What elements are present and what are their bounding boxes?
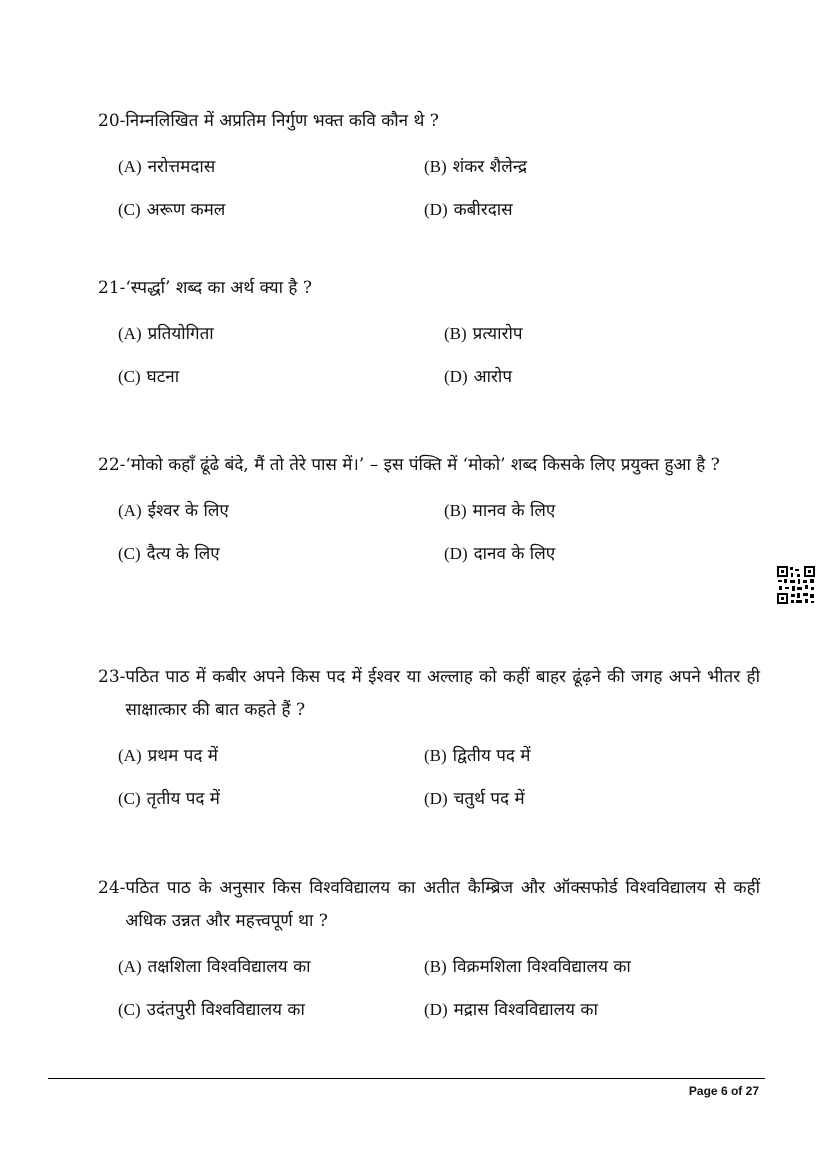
option-text: उदंतपुरी विश्वविद्यालय का	[146, 1000, 305, 1020]
page-number	[689, 1084, 759, 1098]
option-b	[444, 312, 523, 355]
page-current: 6	[720, 1084, 728, 1098]
question-text: पठित पाठ के अनुसार किस विश्वविद्यालय का अतीत कैम्ब्रिज और ऑक्सफोर्ड विश्वविद्यालय से कहीं अधिक उन्नत और महत्त्वपूर्ण था ?	[125, 878, 760, 931]
question-stem	[98, 872, 760, 938]
option-c	[118, 777, 424, 820]
question-text: ‘मोको कहाँ ढूंढे बंदे, मैं तो तेरे पास में।’ – इस पंक्ति में ‘मोको’ शब्द किसके लिए प्रयुक्त हुआ है ?	[125, 455, 720, 475]
option-text: मानव के लिए	[472, 501, 556, 521]
option-d	[444, 355, 512, 398]
question-stem	[98, 105, 760, 138]
option-a	[118, 145, 424, 188]
options	[118, 145, 760, 231]
option-label: (B)	[444, 501, 467, 520]
option-text: तृतीय पद में	[146, 789, 220, 809]
option-a	[118, 945, 424, 988]
option-text: अरूण कमल	[146, 200, 226, 220]
question-stem	[98, 661, 760, 727]
options	[118, 489, 760, 575]
options	[118, 734, 760, 820]
question-number: 22-	[98, 455, 126, 475]
option-text: दानव के लिए	[473, 544, 556, 564]
option-text: ईश्वर के लिए	[147, 501, 229, 521]
option-label: (D)	[444, 367, 468, 386]
page-word: Page	[688, 1084, 718, 1098]
option-label: (D)	[424, 789, 448, 808]
question-24	[98, 872, 760, 1031]
option-c	[118, 532, 444, 575]
option-text: प्रत्यारोप	[472, 324, 523, 344]
question-21	[98, 272, 760, 398]
option-b	[424, 945, 631, 988]
option-label: (C)	[118, 1000, 141, 1019]
option-text: प्रथम पद में	[147, 746, 218, 766]
option-a	[118, 489, 444, 532]
option-c	[118, 355, 444, 398]
option-text: द्वितीय पद में	[452, 746, 531, 766]
option-label: (C)	[118, 367, 141, 386]
option-label: (A)	[118, 957, 142, 976]
option-a	[118, 734, 424, 777]
option-text: प्रतियोगिता	[147, 324, 214, 344]
option-label: (C)	[118, 789, 141, 808]
option-text: चतुर्थ पद में	[453, 789, 525, 809]
question-number: 23-	[98, 667, 126, 687]
option-label: (B)	[424, 157, 447, 176]
question-text: निम्नलिखित में अप्रतिम निर्गुण भक्त कवि कौन थे ?	[125, 111, 439, 131]
page-of: of	[730, 1084, 743, 1098]
option-b	[424, 145, 527, 188]
question-text: ‘स्पर्द्धा’ शब्द का अर्थ क्या है ?	[125, 278, 312, 298]
option-label: (C)	[118, 544, 141, 563]
option-label: (D)	[424, 200, 448, 219]
question-number: 20-	[98, 111, 126, 131]
option-text: घटना	[146, 367, 180, 387]
option-text: आरोप	[473, 367, 512, 387]
option-text: विक्रमशिला विश्वविद्यालय का	[452, 957, 631, 977]
question-stem	[98, 272, 760, 305]
options	[118, 312, 760, 398]
option-label: (D)	[444, 544, 468, 563]
option-d	[424, 777, 525, 820]
option-text: तक्षशिला विश्वविद्यालय का	[147, 957, 311, 977]
page-total: 27	[745, 1084, 759, 1098]
options	[118, 945, 760, 1031]
option-d	[424, 988, 598, 1031]
question-number: 21-	[98, 278, 126, 298]
option-d	[444, 532, 555, 575]
option-text: दैत्य के लिए	[146, 544, 220, 564]
option-label: (C)	[118, 200, 141, 219]
option-label: (B)	[424, 957, 447, 976]
option-b	[444, 489, 555, 532]
question-number: 24-	[98, 878, 126, 898]
option-label: (A)	[118, 501, 142, 520]
option-text: शंकर शैलेन्द्र	[452, 157, 528, 177]
option-label: (A)	[118, 324, 142, 343]
option-c	[118, 188, 424, 231]
option-label: (B)	[424, 746, 447, 765]
question-text: पठित पाठ में कबीर अपने किस पद में ईश्वर या अल्लाह को कहीं बाहर ढूंढ़ने की जगह अपने भीतर ही साक्षात्कार की बात कहते हैं ?	[125, 667, 760, 720]
option-b	[424, 734, 530, 777]
option-d	[424, 188, 513, 231]
question-stem	[98, 449, 760, 482]
question-22	[98, 449, 760, 575]
qr-code-icon	[776, 565, 816, 605]
option-label: (D)	[424, 1000, 448, 1019]
option-text: मद्रास विश्वविद्यालय का	[453, 1000, 598, 1020]
option-text: कबीरदास	[453, 200, 513, 220]
question-20	[98, 105, 760, 231]
question-23	[98, 661, 760, 820]
option-label: (A)	[118, 746, 142, 765]
option-text: नरोत्तमदास	[147, 157, 216, 177]
option-a	[118, 312, 444, 355]
option-label: (B)	[444, 324, 467, 343]
footer-divider	[48, 1078, 765, 1079]
option-c	[118, 988, 424, 1031]
option-label: (A)	[118, 157, 142, 176]
